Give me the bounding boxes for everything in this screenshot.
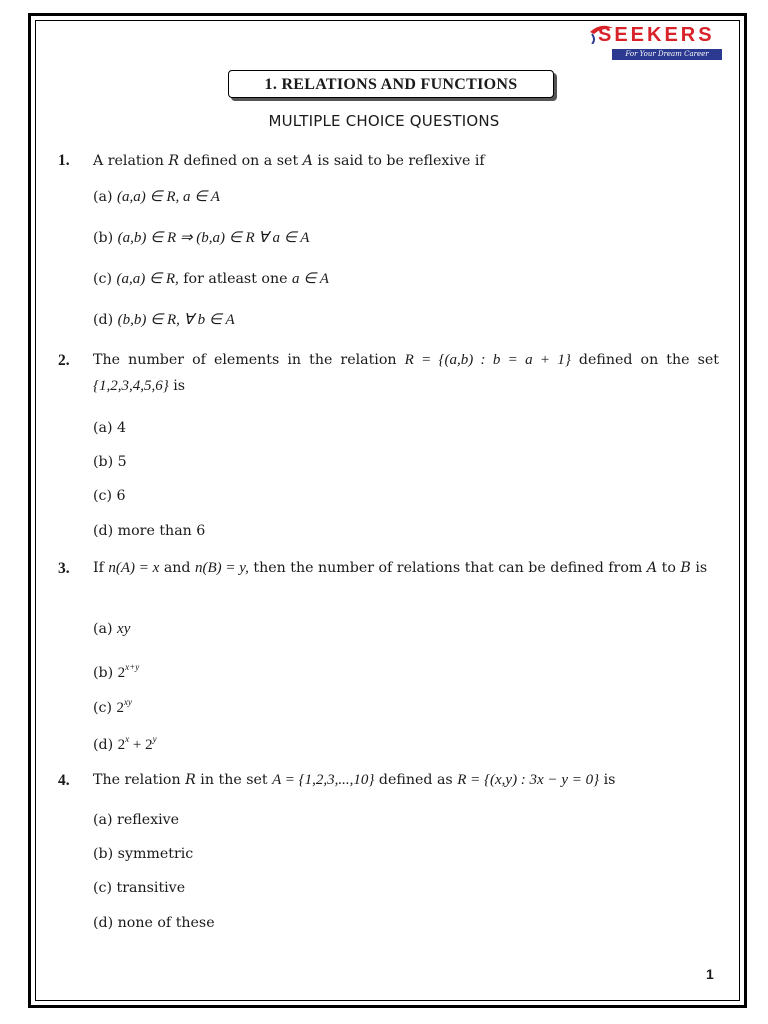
seekers-logo [588,24,740,64]
question-1-number: 1. [58,152,70,169]
question-1-option-b: (b) (a,b) ∈ R ⇒ (b,a) ∈ R ∀ a ∈ A [93,230,310,246]
page-number: 1 [706,966,714,982]
logo-tagline: For Your Dream Career [612,49,722,60]
question-2-option-c: (c) 6 [93,488,126,504]
question-4-number: 4. [58,772,70,789]
question-2-option-d: (d) more than 6 [93,523,206,539]
question-2-option-b: (b) 5 [93,454,127,470]
question-2-number: 2. [58,352,70,369]
question-1-option-c: (c) (a,a) ∈ R, for atleast one a ∈ A [93,271,329,287]
question-2-option-a: (a) 4 [93,420,127,436]
question-4-stem: The relation R in the set A = {1,2,3,...,10} defined as R = {(x,y) : 3x − y = 0} is [93,772,616,788]
question-3-number: 3. [58,560,70,577]
section-title: MULTIPLE CHOICE QUESTIONS [268,112,500,130]
chapter-title: 1. RELATIONS AND FUNCTIONS [228,70,554,98]
question-4-option-c: (c) transitive [93,880,186,896]
logo-text: SEEKERS [598,24,715,46]
question-4-option-a: (a) reflexive [93,812,180,828]
question-3-option-a: (a) xy [93,621,131,637]
question-1-option-a: (a) (a,a) ∈ R, a ∈ A [93,189,220,205]
question-4-option-d: (d) none of these [93,915,215,931]
question-4-option-b: (b) symmetric [93,846,194,862]
question-3-option-b: (b) $2^{x+y}$ [93,662,140,681]
question-2-stem: The number of elements in the relation R = {(a,b) : b = a + 1} defined on the set {1,2,3,4,5,6} is [93,352,719,394]
question-3-option-d: (d) $2^x + 2^y$ [93,734,157,753]
question-1-stem: A relation R defined on a set A is said to be reflexive if [93,153,485,169]
question-1-option-d: (d) (b,b) ∈ R, ∀ b ∈ A [93,312,235,328]
question-3-stem: If n(A) = x and n(B) = y, then the number of relations that can be defined from A to B is [93,560,708,576]
question-3-option-c: (c) $2^{xy}$ [93,697,133,716]
